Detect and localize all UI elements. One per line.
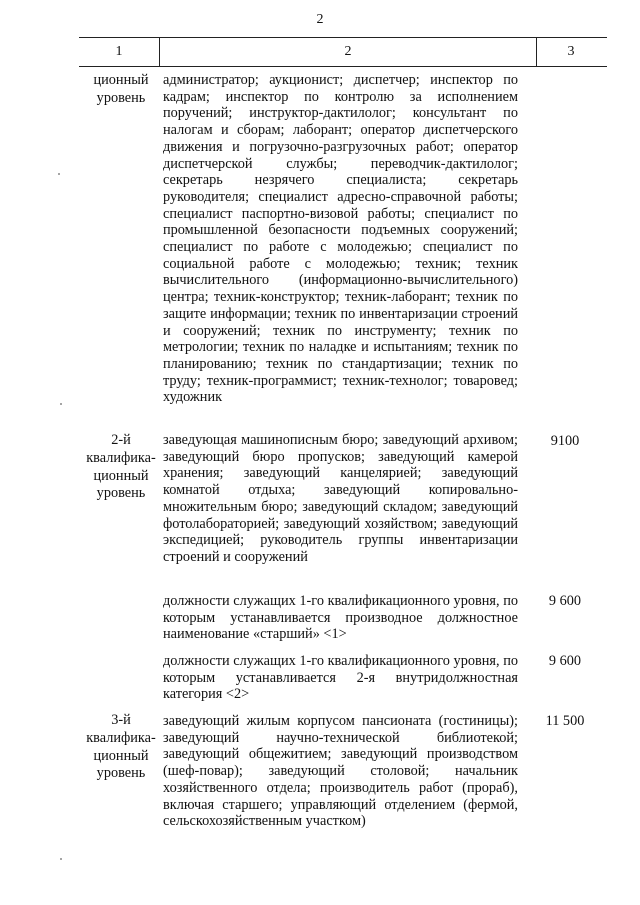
column-header-3: 3 [567, 44, 575, 59]
salary-value: 9 600 [548, 653, 582, 669]
page-number: 2 [316, 12, 324, 27]
column-header-1: 1 [115, 44, 123, 59]
qualification-level: ционный уровень [93, 72, 149, 106]
scan-speck [60, 403, 62, 405]
salary-value: 9100 [550, 433, 580, 449]
position-list: должности служащих 1-го квалификационного уровня, по которым устанавливается 2-я внутридолжностная категория <2> [163, 653, 518, 703]
column-header-2: 2 [159, 38, 537, 66]
salary-value: 11 500 [545, 713, 585, 729]
salary-value: 9 600 [548, 593, 582, 609]
position-list: заведующий жилым корпусом пансионата (гостиницы); заведующий научно-технической библиотекой; заведующий общежитием; заведующий производством (шеф-повар); заведующий столовой; начальник хозяйственного отдела; производитель работ (прораб), включая старшего; управляющий отделением (фермой, сельскохозяйственным участком) [163, 713, 518, 830]
position-list: администратор; аукционист; диспетчер; инспектор по кадрам; инспектор по контролю за исполнением поручений; инструктор-дактилолог; консультант по налогам и сборам; лаборант; оператор диспетчерского движения и погрузочно-разгрузочных работ; оператор диспетчерской службы; переводчик-дактилолог; секретарь незрячего специалиста; секретарь руководителя; специалист адресно-справочной работы; специалист паспортно-визовой работы; специалист по промышленной безопасности подъемных сооружений; специалист по работе с молодежью; специалист по социальной работе с молодежью; техник; техник вычислительного (информационно-вычислительного) центра; техник-конструктор; техник-лаборант; техник по защите информации; техник по инвентаризации строений и сооружений; техник по инструменту; техник по метрологии; техник по наладке и испытаниям; техник по планированию; техник по стандартизации; техник по труду; техник-программист; техник-технолог; товаровед; художник [163, 72, 518, 406]
scan-speck [58, 173, 60, 175]
scan-speck [60, 858, 62, 860]
position-list: должности служащих 1-го квалификационного уровня, по которым устанавливается производное должностное наименование «старший» <1> [163, 593, 518, 643]
table-header-row [79, 37, 607, 67]
position-list: заведующая машинописным бюро; заведующий архивом; заведующий бюро пропусков; заведующий камерой хранения; заведующий канцелярией; заведующий комнатой отдыха; заведующий копировально-множительным бюро; заведующий складом; заведующий фотолабораторией; заведующий хозяйством; заведующий экспедицией; руководитель группы инвентаризации строений и сооружений [163, 432, 518, 565]
qualification-level: 3-й квалифика- ционный уровень [86, 712, 156, 782]
qualification-level: 2-й квалифика- ционный уровень [86, 432, 156, 502]
